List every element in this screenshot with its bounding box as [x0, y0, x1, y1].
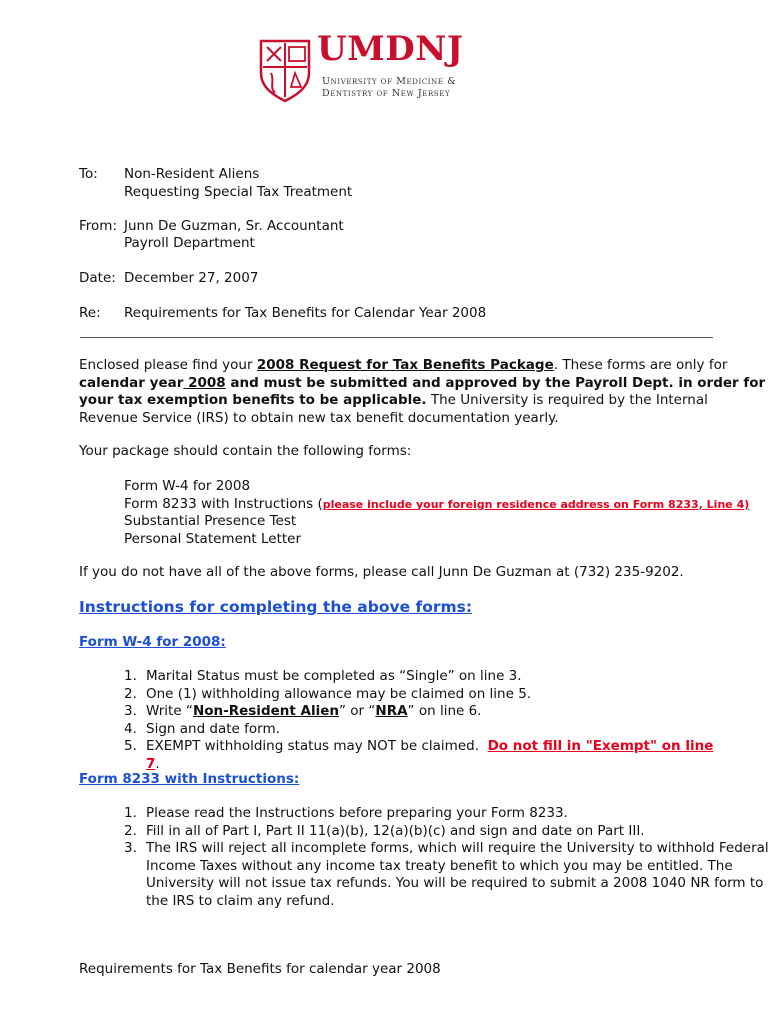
item-text: . — [155, 755, 160, 772]
item-text: the IRS to claim any refund. — [146, 892, 335, 909]
item-text: One (1) withholding allowance may be claimed on line 5. — [146, 685, 532, 702]
item-text: Write “ — [146, 703, 193, 719]
nra-term: Non-Resident Alien — [192, 703, 339, 719]
list-item — [124, 721, 724, 739]
item-text: Please read the Instructions before preparing your Form 8233. — [146, 805, 568, 821]
header-divider — [80, 337, 713, 338]
list-item — [124, 805, 724, 823]
date-label: Date: — [79, 270, 116, 286]
logo-subtitle-line2: Dentistry of New Jersey — [322, 88, 451, 99]
to-line2: Requesting Special Tax Treatment — [124, 184, 353, 200]
umdnj-logo — [257, 29, 477, 103]
nra-abbrev: NRA — [375, 703, 408, 719]
item-number: 3. — [124, 703, 137, 719]
contact-line: If you do not have all of the above forms, please call Junn De Guzman at (732) 235-9202. — [79, 564, 684, 580]
w4-list — [124, 668, 724, 773]
item-number: 5. — [124, 738, 137, 754]
item-text: EXEMPT withholding status may NOT be claimed. — [146, 738, 488, 754]
instructions-heading: Instructions for completing the above forms: — [79, 598, 473, 616]
w4-heading: Form W-4 for 2008: — [79, 634, 226, 650]
intro-text: Enclosed please find your — [79, 357, 257, 373]
item-text: Fill in all of Part I, Part II 11(a)(b), 12(a)(b)(c) and sign and date on Part III. — [146, 822, 645, 839]
f8233-list — [124, 805, 769, 910]
re-label: Re: — [79, 305, 101, 321]
from-line1: Junn De Guzman, Sr. Accountant — [124, 218, 344, 234]
f8233-heading: Form 8233 with Instructions: — [79, 771, 300, 787]
from-line2: Payroll Department — [124, 235, 255, 251]
list-item — [124, 738, 724, 773]
item-text: Marital Status must be completed as “Single” on line 3. — [146, 668, 522, 684]
page-footer: Requirements for Tax Benefits for calendar year 2008 — [79, 961, 441, 977]
exempt-warning: Do not fill in "Exempt" on line 7 — [146, 738, 714, 772]
logo-wordmark: UMDNJ — [317, 29, 464, 69]
to-label: To: — [79, 166, 98, 182]
item-number: 1. — [124, 805, 137, 821]
list-item — [124, 686, 724, 704]
list-item: Substantial Presence Test — [124, 513, 297, 529]
item-text: University will not issue tax refunds. You will be required to submit a 2008 1040 NR form to — [146, 875, 764, 891]
item-text: ” or “ — [339, 703, 376, 719]
list-item — [124, 840, 769, 910]
list-item: Form W-4 for 2008 — [124, 478, 251, 494]
item-text: ” on line 6. — [407, 703, 482, 719]
item-number: 4. — [124, 720, 137, 737]
list-item — [124, 703, 724, 721]
list-item — [124, 823, 724, 841]
foreign-address-note: please include your foreign residence address on Form 8233, Line 4) — [322, 497, 750, 511]
item-number: 1. — [124, 668, 137, 684]
logo-subtitle-line1: University of Medicine & — [322, 76, 457, 87]
intro-text: Revenue Service (IRS) to obtain new tax benefit documentation yearly. — [79, 409, 559, 426]
intro-text: calendar year — [79, 374, 184, 391]
intro-text: your tax exemption benefits to be applicable. — [79, 392, 427, 408]
list-item — [124, 496, 749, 514]
item-number: 2. — [124, 685, 137, 702]
package-title: 2008 Request for Tax Benefits Package — [256, 357, 554, 373]
intro-text: and must be submitted and approved by the Payroll Dept. in order for — [225, 374, 766, 391]
from-label: From: — [79, 218, 117, 234]
item-number: 2. — [124, 822, 137, 839]
shield-emblem-icon — [257, 37, 313, 103]
form-8233-label: Form 8233 with Instructions ( — [124, 495, 323, 512]
list-item: Personal Statement Letter — [124, 530, 302, 547]
item-text: The IRS will reject all incomplete forms, which will require the University to withhold Federal — [146, 840, 769, 856]
intro-text: . These forms are only for — [553, 357, 728, 373]
date-value: December 27, 2007 — [124, 270, 259, 286]
item-text: Income Taxes without any income tax treaty benefit to which you may be entitled. The — [146, 857, 733, 874]
item-number: 3. — [124, 840, 137, 856]
intro-paragraph — [79, 357, 766, 427]
re-value: Requirements for Tax Benefits for Calendar Year 2008 — [124, 305, 487, 321]
forms-list — [124, 478, 749, 548]
to-line1: Non-Resident Aliens — [124, 166, 260, 182]
item-text: Sign and date form. — [146, 720, 280, 737]
list-item — [124, 668, 724, 686]
intro-text: The University is required by the Internal — [426, 392, 708, 408]
calendar-year: 2008 — [183, 374, 226, 391]
package-contents-intro: Your package should contain the following forms: — [79, 443, 412, 459]
